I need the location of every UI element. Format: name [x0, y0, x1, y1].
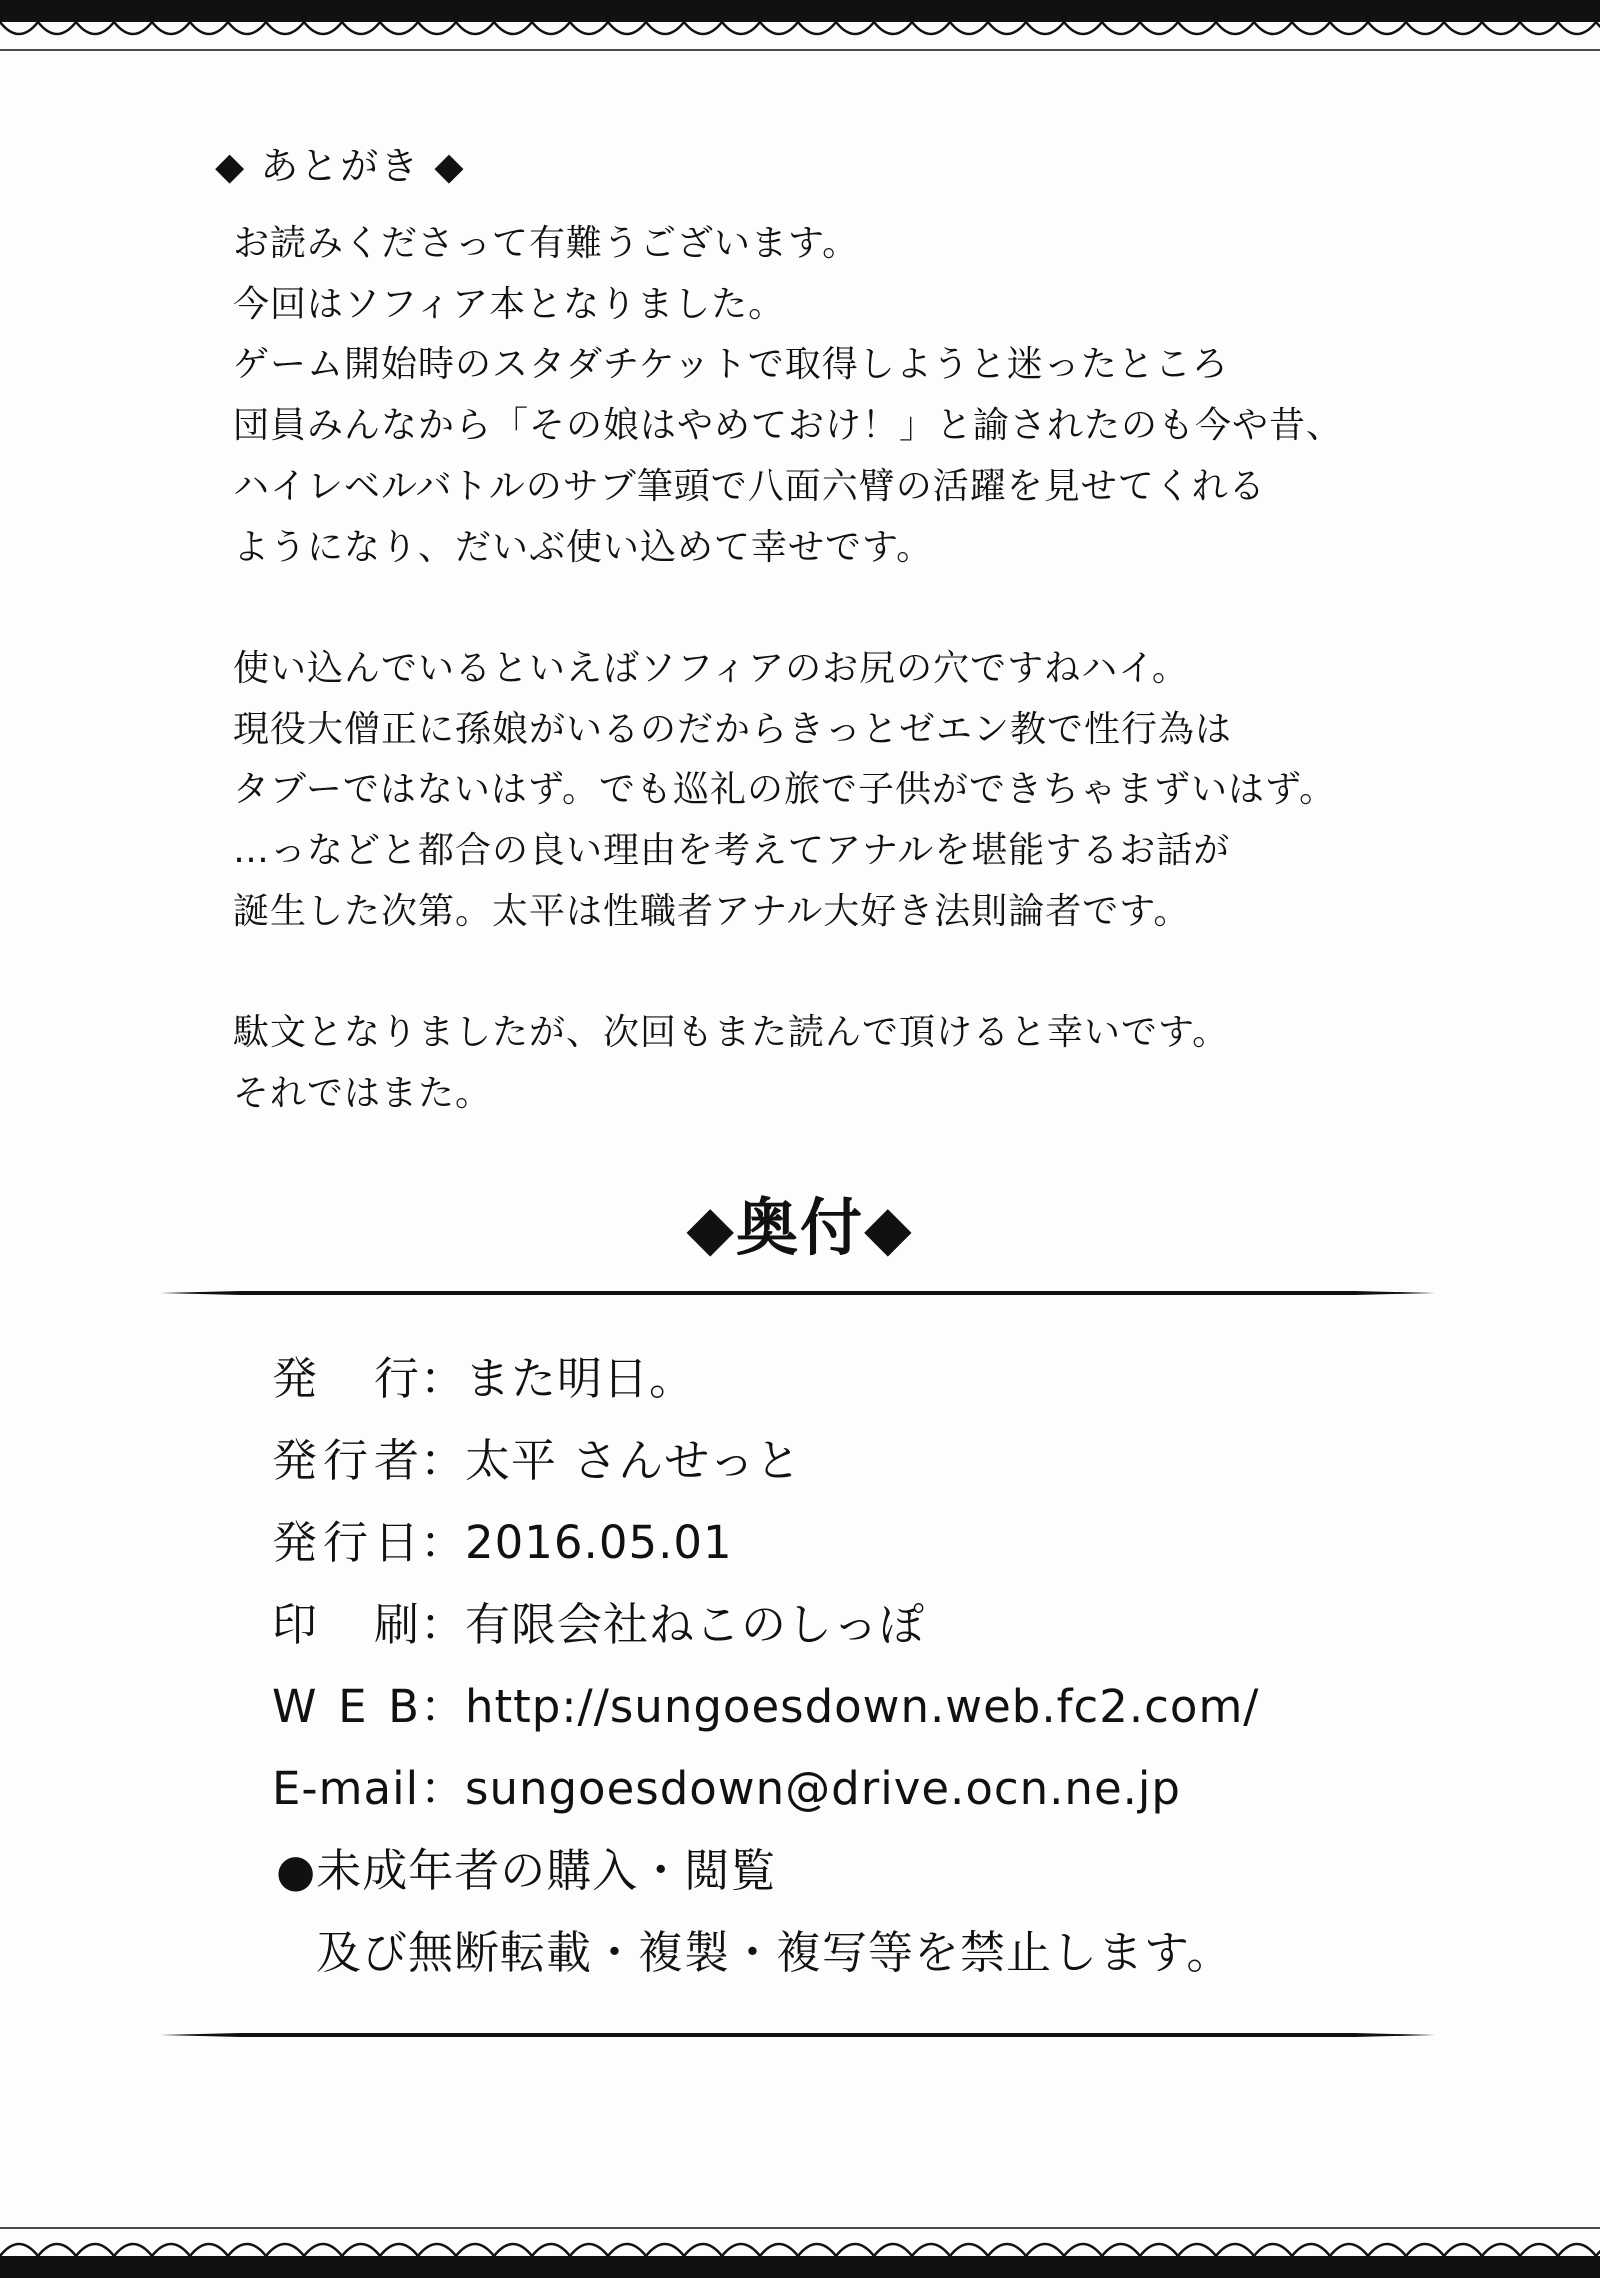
colophon-separator: ：	[420, 1680, 467, 1733]
copy-restriction-notice: 及び無断転載・複製・複写等を禁止します。	[316, 1926, 1233, 1979]
colophon-block	[272, 1338, 1372, 1994]
afterword-line: お読みくださって有難うございます。	[233, 223, 860, 264]
afterword-line: 誕生した次第。太平は性職者アナル大好き法則論者です。	[233, 890, 1191, 932]
colophon-separator: ：	[420, 1352, 467, 1405]
afterword-paragraph	[233, 1003, 1383, 1124]
afterword-line: 現役大僧正に孫娘がいるのだからきっとゼエン教で性行為は	[233, 708, 1233, 750]
afterword-line: ゲーム開始時のスタダチケットで取得しようと迷ったところ	[233, 344, 1229, 386]
afterword-paragraph	[233, 214, 1383, 578]
age-restriction-notice: ●未成年者の購入・閲覧	[276, 1844, 777, 1897]
afterword-line: 今回はソフィア本となりました。	[233, 283, 786, 325]
afterword-body	[233, 214, 1383, 1125]
colophon-label: E-mail	[272, 1762, 420, 1815]
afterword-line: タブーではないはず。でも巡礼の旅で子供ができちゃまずいはず。	[233, 769, 1337, 811]
colophon-separator: ：	[420, 1762, 467, 1815]
colophon-value: 2016.05.01	[465, 1516, 733, 1569]
colophon-separator: ：	[420, 1598, 467, 1651]
colophon-row	[272, 1338, 1372, 1420]
colophon-value: 有限会社ねこのしっぽ	[465, 1598, 926, 1651]
colophon-title: ◆奥付◆	[686, 1191, 914, 1264]
colophon-row	[272, 1748, 1372, 1830]
afterword-line: 団員みんなから「その娘はやめておけ！」と諭されたのも今や昔、	[233, 405, 1344, 447]
website-url: http://sungoesdown.web.fc2.com/	[465, 1680, 1260, 1733]
colophon-row	[272, 1502, 1372, 1584]
afterword-line: それではまた。	[233, 1072, 493, 1114]
colophon-separator: ：	[420, 1434, 467, 1487]
colophon-separator: ：	[420, 1516, 467, 1569]
colophon-label: 印 刷	[272, 1598, 420, 1651]
afterword-line: ハイレベルバトルのサブ筆頭で八面六臂の活躍を見せてくれる	[233, 465, 1266, 507]
colophon-value: また明日。	[465, 1352, 696, 1405]
divider-line	[160, 1288, 1435, 1298]
afterword-line: ようになり、だいぶ使い込めて幸せです。	[233, 526, 934, 568]
email-address: sungoesdown@drive.ocn.ne.jp	[465, 1762, 1181, 1815]
colophon-label: 発行日	[272, 1516, 420, 1569]
colophon-label: W E B	[272, 1680, 420, 1733]
colophon-row	[272, 1584, 1372, 1666]
colophon-value: 太平 さんせっと	[465, 1434, 802, 1487]
afterword-heading: ◆ あとがき ◆	[215, 144, 466, 188]
afterword-paragraph	[233, 639, 1383, 943]
afterword-line: …っなどと都合の良い理由を考えてアナルを堪能するお話が	[233, 830, 1231, 872]
colophon-row	[272, 1666, 1372, 1748]
decorative-top-border	[0, 0, 1600, 58]
colophon-label: 発 行	[272, 1352, 420, 1405]
colophon-row	[272, 1420, 1372, 1502]
colophon-label: 発行者	[272, 1434, 420, 1487]
afterword-line: 駄文となりましたが、次回もまた読んで頂けると幸いです。	[233, 1012, 1230, 1054]
afterword-line: 使い込んでいるといえばソフィアのお尻の穴ですねハイ。	[233, 647, 1189, 689]
decorative-bottom-border	[0, 2220, 1600, 2278]
divider-line	[160, 2030, 1435, 2040]
